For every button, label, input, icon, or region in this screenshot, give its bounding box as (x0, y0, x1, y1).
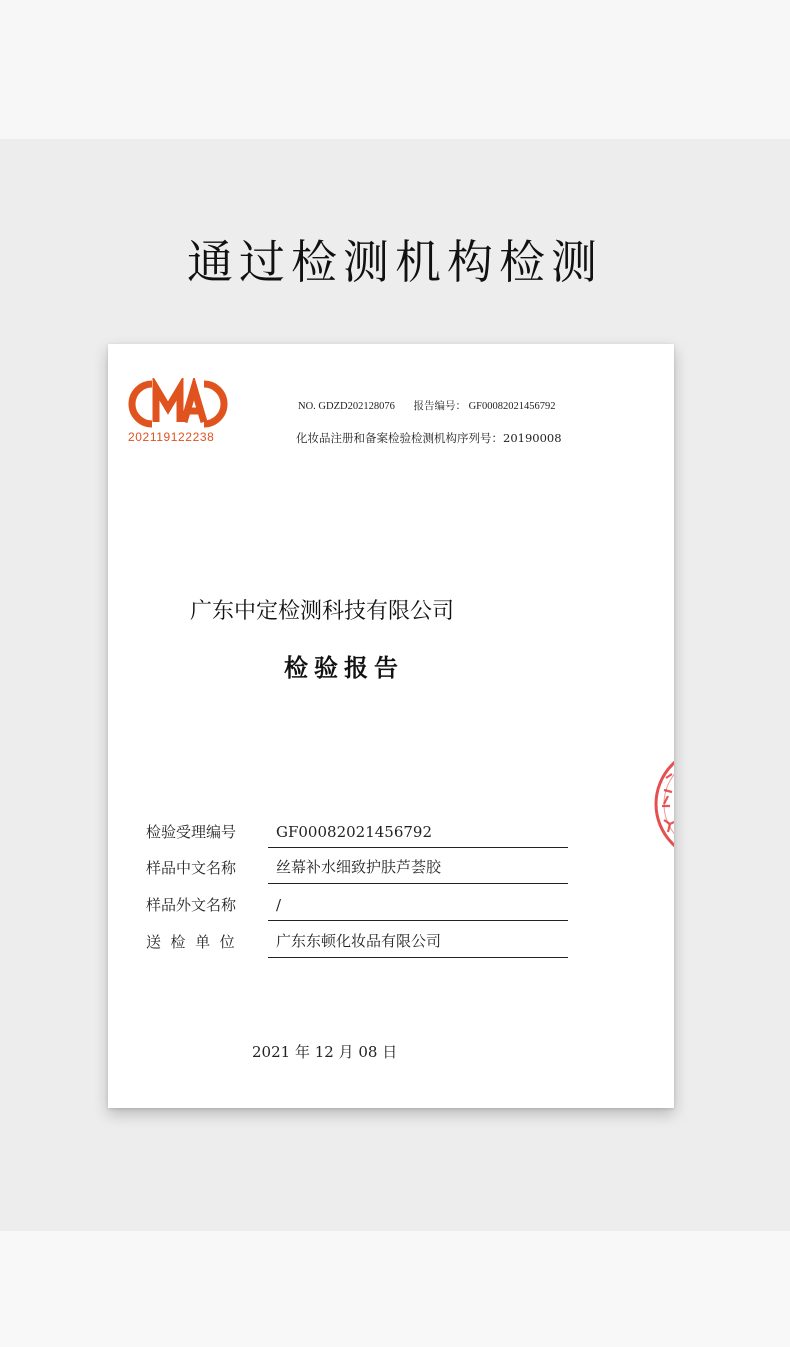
no-label: NO. (298, 401, 316, 412)
field-value-line (268, 853, 568, 884)
field-sample-chinese-name (146, 854, 568, 884)
field-label: 检验受理编号 (146, 823, 237, 841)
page-headline: 通过检测机构检测 (187, 235, 603, 289)
official-seal-stamp (644, 744, 674, 864)
field-label: 样品外文名称 (146, 896, 237, 914)
no-value: GDZD202128076 (318, 401, 395, 412)
field-value: 广东东顿化妆品有限公司 (276, 932, 442, 950)
cma-certificate-number: 202119122238 (128, 430, 215, 444)
footer-space (0, 1231, 790, 1347)
inspection-report-document (108, 344, 674, 1108)
field-acceptance-number (146, 818, 568, 848)
field-submitting-unit (146, 928, 568, 958)
report-title: 检验报告 (284, 654, 404, 682)
report-date: 2021 年 12 月 08 日 (252, 1043, 398, 1061)
field-value: GF00082021456792 (276, 823, 432, 841)
report-number-line (298, 398, 556, 413)
report-no-label: 报告编号： (413, 401, 466, 412)
field-value: 丝幕补水细致护肤芦荟胶 (276, 858, 442, 876)
field-label: 送 检 单 位 (146, 933, 235, 951)
field-value-line (268, 890, 568, 921)
company-name: 广东中定检测科技有限公司 (190, 599, 455, 624)
field-label: 样品中文名称 (146, 859, 237, 877)
field-value-line (268, 927, 568, 958)
field-value-line (268, 817, 568, 848)
report-no-value: GF00082021456792 (468, 401, 556, 412)
registry-serial-line: 化妆品注册和备案检验检测机构序列号：20190008 (296, 431, 562, 445)
field-value: / (276, 896, 282, 914)
field-sample-foreign-name (146, 891, 568, 921)
